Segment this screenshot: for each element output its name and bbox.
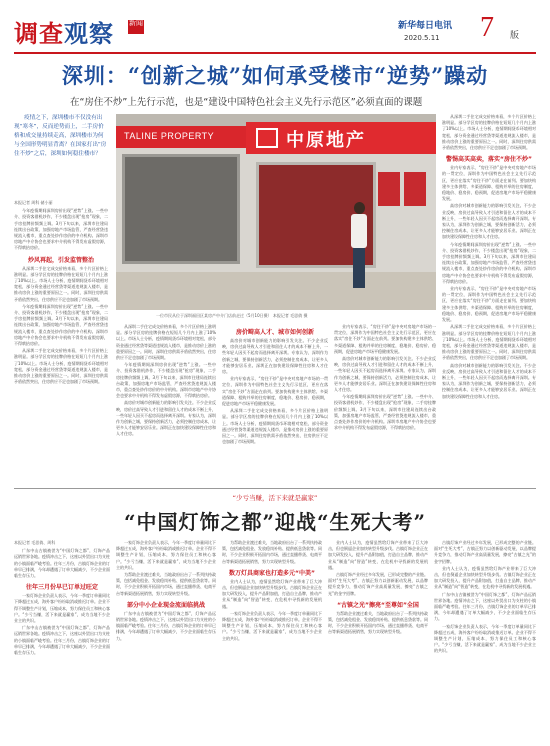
photo-caption: 一位市民从位于深圳福田区某房产中介门店前走过（5月10日摄） 本报记者 毛思倩 摄 bbox=[156, 313, 308, 318]
story1-column-1 bbox=[14, 200, 108, 484]
section-logo-blue: 观察 bbox=[64, 19, 114, 48]
story2-section-head-2: 部分中小企业现金流面临挑战 bbox=[126, 601, 205, 609]
story1-byline: 本报记者 周科 储小丽 bbox=[14, 200, 53, 205]
story1-col2d-text: 高房价对城市创新能力的影响引发关注。不少企业反映，房价过高导致人才引进和留住人才的成本不断上升，一些年轻人因买不起房而选择离开深圳。专家认为，深圳作为创新之城，要保持创新活力，必须控制住房成本，让更多人才能够安居乐业。深圳正在加快建设保障性住房和人才住房。 bbox=[116, 400, 216, 437]
story1-col5e-text: 业内专家表示，“房住不炒”是中央对房地产市场的一贯定位，深圳作为中国特色社会主义先行示范区，更应在落实“房住不炒”方面走在前列。要加快构建多主体供给、多渠道保障、租购并举的住房制度，稳地价、稳房价、稳预期，促进房地产市场平稳健康发展。 bbox=[442, 286, 536, 323]
photo-poster bbox=[378, 172, 400, 206]
story2-col5c-text: 广东中山古镇被誉为“中国灯饰之都”，灯饰产品远销世界各地。疫情冲击之下，这座以外贸出口为支柱的小镇面临严峻考验。往年三月份，古镇灯饰企业的订单早已排满，今年却遭遇了订单大幅减少，不少企业面临生存压力。 bbox=[434, 591, 536, 622]
photo-left-banner-text: TALINE PROPERTY bbox=[124, 131, 215, 141]
story2-column-5 bbox=[434, 540, 536, 740]
story2-column-1 bbox=[14, 540, 110, 740]
photo-shop-window bbox=[122, 154, 240, 264]
story2-col4-text: 业内人士认为，疫情虽然给灯饰产业带来了巨大冲击，但也倒逼企业加快转型升级步伐。古镇灯饰企业正在加大研发投入，提升产品附加值，打造自主品牌，推动产业从“制造”向“智造”转变，在危机中寻找新的发展机遇。 bbox=[328, 540, 428, 570]
photo-poster bbox=[404, 172, 426, 206]
realestate-logo-icon bbox=[256, 128, 278, 148]
photo-pedestrian bbox=[348, 202, 370, 292]
section-tag: 新闻 bbox=[128, 20, 144, 34]
story1-column-2 bbox=[116, 324, 216, 484]
page-number: 7 bbox=[480, 12, 494, 43]
story1-summary bbox=[14, 114, 108, 194]
story2-col1b-text: 一家灯饰企业负责人表示，今年一季度订单量同比下降超过五成，海外客户纷纷取消或推迟订单。企业不得不调整生产计划，压缩成本，努力保住员工和核心客户。“少亏当赚，活下来就是赢家”，成为当地不少企业主的共识。 bbox=[14, 593, 110, 624]
newspaper-name: 新华每日电讯 bbox=[398, 21, 453, 31]
story1-col1-text-cont: 今年疫情期间深圳房价出现“逆势”上涨。一些中介、投资客借机炒作，不少楼盘出现“抢房”现象，二手房挂牌价频频上调。3月下旬以来，深圳市住建局连续出台政策，加强房地产市场监管，严查经营贷违规流入楼市，重点查处炒作房价的中介机构。深圳市房地产中介协会也要求中介机构不得发布虚假房源，不得哄抬房价。 bbox=[14, 303, 108, 347]
masthead bbox=[14, 10, 536, 54]
story1-col3c-text: 从深圳二手住宅成交价格来看，多个片区价格上涨明显。部分学区房的挂牌价格在短短几个月内上涨了10%以上。市场人士分析，疫情期间货币环境相对宽松，部分资金通过经营贷等渠道违规流入楼市，是推动房价上涨的重要原因之一。同时，深圳住房供需矛盾依然突出，住房供应不足也加剧了市场预期。 bbox=[222, 408, 328, 445]
photo-right-banner-text: 中原地产 bbox=[286, 130, 366, 151]
story1-col5-text: 从深圳二手住宅成交价格来看，多个片区价格上涨明显。部分学区房的挂牌价格在短短几个月内上涨了10%以上。市场人士分析，疫情期间货币环境相对宽松，部分资金通过经营贷等渠道违规流入楼市，是推动房价上涨的重要原因之一。同时，深圳住房供需矛盾依然突出，住房供应不足也加剧了市场预期。 bbox=[442, 114, 536, 151]
edition-label: 版 bbox=[510, 31, 520, 41]
story2-col1c-text: 广东中山古镇被誉为“中国灯饰之都”，灯饰产品远销世界各地。疫情冲击之下，这座以外贸出口为支柱的小镇面临严峻考验。往年三月份，古镇灯饰企业的订单早已排满，今年却遭遇了订单大幅减少，不少企业面临生存压力。 bbox=[14, 625, 110, 656]
story1-col3b-text: 业内专家表示，“房住不炒”是中央对房地产市场的一贯定位，深圳作为中国特色社会主义先行示范区，更应在落实“房住不炒”方面走在前列。要加快构建多主体供给、多渠道保障、租购并举的住房制度，稳地价、稳房价、稳预期，促进房地产市场平稳健康发展。 bbox=[222, 376, 328, 407]
story1-column-4 bbox=[334, 324, 436, 484]
story1-section-head-2: 房价畸高人才、城市如何创新 bbox=[235, 329, 314, 336]
story2-kicker: “少亏当赚，活下来就是赢家” bbox=[232, 494, 318, 502]
section-logo bbox=[14, 14, 114, 49]
story1-photo bbox=[116, 114, 436, 310]
photo-right-banner bbox=[246, 122, 436, 154]
story1-subhead: 在“房住不炒”上先行示范，也是“建设中国特色社会主义先行示范区”必须直面的课题 bbox=[70, 97, 423, 108]
story-divider bbox=[14, 488, 536, 489]
story2-col5b-text: 业内人士认为，疫情虽然给灯饰产业带来了巨大冲击，但也倒逼企业加快转型升级步伐。古镇灯饰企业正在加大研发投入，提升产品附加值，打造自主品牌，推动产业从“制造”向“智造”转变，在危机中寻找新的发展机遇。 bbox=[434, 565, 536, 590]
story1-column-3 bbox=[222, 324, 328, 484]
story2-column-3 bbox=[222, 540, 322, 740]
story2-col3-text: 为帮助企业渡过难关，当地政府出台了一系列扶持政策，包括减免租金、发放稳岗补贴、提供低息贷款等。同时，不少企业积极开拓国内市场，通过直播带货、电商平台等新渠道拓展销售，努力实现转型升级。 bbox=[222, 540, 322, 564]
story2-column-4 bbox=[328, 540, 428, 740]
story1-col5f-text: 从深圳二手住宅成交价格来看，多个片区价格上涨明显。部分学区房的挂牌价格在短短几个月内上涨了10%以上。市场人士分析，疫情期间货币环境相对宽松，部分资金通过经营贷等渠道违规流入楼市，是推动房价上涨的重要原因之一。同时，深圳住房供需矛盾依然突出，住房供应不足也加剧了市场预期。 bbox=[442, 324, 536, 361]
issue-date: 2020.5.11 bbox=[404, 34, 440, 42]
story1-col1-text: 今年疫情期间深圳房价出现“逆势”上涨。一些中介、投资客借机炒作，不少楼盘出现“抢房”现象，二手房挂牌价频频上调。3月下旬以来，深圳市住建局连续出台政策，加强房地产市场监管，严查经营贷违规流入楼市，重点查处炒作房价的中介机构。深圳市房地产中介协会也要求中介机构不得发布虚假房源，不得哄抬房价。 bbox=[14, 208, 108, 251]
story1-col3-text: 高房价对城市创新能力的影响引发关注。不少企业反映，房价过高导致人才引进和留住人才的成本不断上升，一些年轻人因买不起房而选择离开深圳。专家认为，深圳作为创新之城，要保持创新活力，必须控制住房成本，让更多人才能够安居乐业。深圳正在加快建设保障性住房和人才住房。 bbox=[222, 338, 328, 375]
story1-section-head-1: 炒风再起，引发监管整治 bbox=[27, 256, 94, 264]
story2-col5-text: 古镇灯饰产业经过多年发展，已形成完整的产业链。面对“生死大考”，古镇正努力以创新驱动发展，以品牌提升竞争力，推动灯饰产业高质量发展，擦亮“古镇之光”的金字招牌。 bbox=[434, 540, 536, 564]
story1-col4c-text: 今年疫情期间深圳房价出现“逆势”上涨。一些中介、投资客借机炒作，不少楼盘出现“抢房”现象，二手房挂牌价频频上调。3月下旬以来，深圳市住建局连续出台政策，加强房地产市场监管，严查经营贷违规流入楼市，重点查处炒作房价的中介机构。深圳市房地产中介协会也要求中介机构不得发布虚假房源，不得哄抬房价。 bbox=[334, 394, 436, 431]
story1-col2-text: 从深圳二手住宅成交价格来看，多个片区价格上涨明显。部分学区房的挂牌价格在短短几个月内上涨了10%以上。市场人士分析，疫情期间货币环境相对宽松，部分资金通过经营贷等渠道违规流入楼市，是推动房价上涨的重要原因之一。同时，深圳住房供需矛盾依然突出，住房供应不足也加剧了市场预期。 bbox=[14, 265, 108, 302]
story2-col4c-text: 为帮助企业渡过难关，当地政府出台了一系列扶持政策，包括减免租金、发放稳岗补贴、提供低息贷款等。同时，不少企业积极开拓国内市场，通过直播带货、电商平台等新渠道拓展销售，努力实现转型升级。 bbox=[328, 610, 428, 635]
story2-headline: “中国灯饰之都”迎战“生死大考” bbox=[123, 510, 426, 534]
story1-col4b-text: 高房价对城市创新能力的影响引发关注。不少企业反映，房价过高导致人才引进和留住人才的成本不断上升，一些年轻人因买不起房而选择离开深圳。专家认为，深圳作为创新之城，要保持创新活力，必须控制住房成本，让更多人才能够安居乐业。深圳正在加快建设保障性住房和人才住房。 bbox=[334, 356, 436, 393]
story1-col2-text-cont: 从深圳二手住宅成交价格来看，多个片区价格上涨明显。部分学区房的挂牌价格在短短几个月内上涨了10%以上。市场人士分析，疫情期间货币环境相对宽松，部分资金通过经营贷等渠道违规流入楼市，是推动房价上涨的重要原因之一。同时，深圳住房供需矛盾依然突出，住房供应不足也加剧了市场预期。 bbox=[14, 348, 108, 385]
story1-headline: 深圳：“创新之城”如何承受楼市“逆势”躁动 bbox=[61, 63, 489, 88]
story2-col4b-text: 古镇灯饰产业经过多年发展，已形成完整的产业链。面对“生死大考”，古镇正努力以创新驱动发展，以品牌提升竞争力，推动灯饰产业高质量发展，擦亮“古镇之光”的金字招牌。 bbox=[328, 572, 428, 596]
story1-col5b-text: 业内专家表示，“房住不炒”是中央对房地产市场的一贯定位，深圳作为中国特色社会主义先行示范区，更应在落实“房住不炒”方面走在前列。要加快构建多主体供给、多渠道保障、租购并举的住房制度，稳地价、稳房价、稳预期，促进房地产市场平稳健康发展。 bbox=[442, 165, 536, 202]
section-logo-red: 调查 bbox=[14, 19, 64, 48]
story1-col2b-text: 从深圳二手住宅成交价格来看，多个片区价格上涨明显。部分学区房的挂牌价格在短短几个月内上涨了10%以上。市场人士分析，疫情期间货币环境相对宽松，部分资金通过经营贷等渠道违规流入楼市，是推动房价上涨的重要原因之一。同时，深圳住房供需矛盾依然突出，住房供应不足也加剧了市场预期。 bbox=[116, 324, 216, 361]
story1-summary-text: 疫情之下，深圳楼市不仅没有出现“寒冬”，反而逆势而上，二手房价格和成交量持续走高，深圳楼市为何与全国形势明显背离？在国家打出“房住不炒”之后，深圳如何稳住楼市？ bbox=[14, 115, 107, 157]
story2-col1-text: 广东中山古镇被誉为“中国灯饰之都”，灯饰产品远销世界各地。疫情冲击之下，这座以外贸出口为支柱的小镇面临严峻考验。往年三月份，古镇灯饰企业的订单早已排满，今年却遭遇了订单大幅减少，不少企业面临生存压力。 bbox=[14, 548, 110, 579]
story1-section-head-3: 警惕高买高卖，落实“房住不炒” bbox=[446, 156, 532, 164]
story2-col2-text: 一家灯饰企业负责人表示，今年一季度订单量同比下降超过五成，海外客户纷纷取消或推迟订单。企业不得不调整生产计划，压缩成本，努力保住员工和核心客户。“少亏当赚，活下来就是赢家”，成为当地不少企业主的共识。 bbox=[116, 540, 216, 570]
story1-col4-text: 业内专家表示，“房住不炒”是中央对房地产市场的一贯定位，深圳作为中国特色社会主义先行示范区，更应在落实“房住不炒”方面走在前列。要加快构建多主体供给、多渠道保障、租购并举的住房制度，稳地价、稳房价、稳预期，促进房地产市场平稳健康发展。 bbox=[334, 324, 436, 354]
story2-col3c-text: 一家灯饰企业负责人表示，今年一季度订单量同比下降超过五成，海外客户纷纷取消或推迟订单。企业不得不调整生产计划，压缩成本，努力保住员工和核心客户。“少亏当赚，活下来就是赢家”，成为当地不少企业主的共识。 bbox=[222, 610, 322, 641]
story2-col5d-text: 一家灯饰企业负责人表示，今年一季度订单量同比下降超过五成，海外客户纷纷取消或推迟订单。企业不得不调整生产计划，压缩成本，努力保住员工和核心客户。“少亏当赚，活下来就是赢家”，成为当地不少企业主的共识。 bbox=[434, 623, 536, 654]
story2-col2c-text: 广东中山古镇被誉为“中国灯饰之都”，灯饰产品远销世界各地。疫情冲击之下，这座以外贸出口为支柱的小镇面临严峻考验。往年三月份，古镇灯饰企业的订单早已排满，今年却遭遇了订单大幅减少，不少企业面临生存压力。 bbox=[116, 610, 216, 641]
story2-section-head-1: 往年三月份早已订单过旺定 bbox=[25, 584, 98, 592]
story1-col5d-text: 今年疫情期间深圳房价出现“逆势”上涨。一些中介、投资客借机炒作，不少楼盘出现“抢房”现象，二手房挂牌价频频上调。3月下旬以来，深圳市住建局连续出台政策，加强房地产市场监管，严查经营贷违规流入楼市，重点查处炒作房价的中介机构。深圳市房地产中介协会也要求中介机构不得发布虚假房源，不得哄抬房价。 bbox=[442, 241, 536, 284]
story1-column-5 bbox=[442, 114, 536, 484]
story2-section-head-4: “古镇之光”擦亮“至尊如”全国 bbox=[337, 601, 419, 609]
photo-left-banner bbox=[116, 126, 246, 148]
story2-col2b-text: 为帮助企业渡过难关，当地政府出台了一系列扶持政策，包括减免租金、发放稳岗补贴、提供低息贷款等。同时，不少企业积极开拓国内市场，通过直播带货、电商平台等新渠道拓展销售，努力实现转型升级。 bbox=[116, 572, 216, 596]
story1-col5g-text: 高房价对城市创新能力的影响引发关注。不少企业反映，房价过高导致人才引进和留住人才的成本不断上升，一些年轻人因买不起房而选择离开深圳。专家认为，深圳作为创新之城，要保持创新活力，必须控制住房成本，让更多人才能够安居乐业。深圳正在加快建设保障性住房和人才住房。 bbox=[442, 362, 536, 399]
story2-byline: 本报记者 毛思倩、周科 bbox=[14, 540, 56, 545]
story2-column-2 bbox=[116, 540, 216, 740]
story2-section-head-3: 数万灯具商家也打造多元“中美” bbox=[229, 569, 315, 577]
story1-col2c-text: 今年疫情期间深圳房价出现“逆势”上涨。一些中介、投资客借机炒作，不少楼盘出现“抢房”现象，二手房挂牌价频频上调。3月下旬以来，深圳市住建局连续出台政策，加强房地产市场监管，严查经营贷违规流入楼市，重点查处炒作房价的中介机构。深圳市房地产中介协会也要求中介机构不得发布虚假房源，不得哄抬房价。 bbox=[116, 362, 216, 399]
story2-col3b-text: 业内人士认为，疫情虽然给灯饰产业带来了巨大冲击，但也倒逼企业加快转型升级步伐。古镇灯饰企业正在加大研发投入，提升产品附加值，打造自主品牌，推动产业从“制造”向“智造”转变，在危机中寻找新的发展机遇。 bbox=[222, 578, 322, 609]
story1-col5c-text: 高房价对城市创新能力的影响引发关注。不少企业反映，房价过高导致人才引进和留住人才的成本不断上升，一些年轻人因买不起房而选择离开深圳。专家认为，深圳作为创新之城，要保持创新活力，必须控制住房成本，让更多人才能够安居乐业。深圳正在加快建设保障性住房和人才住房。 bbox=[442, 203, 536, 240]
